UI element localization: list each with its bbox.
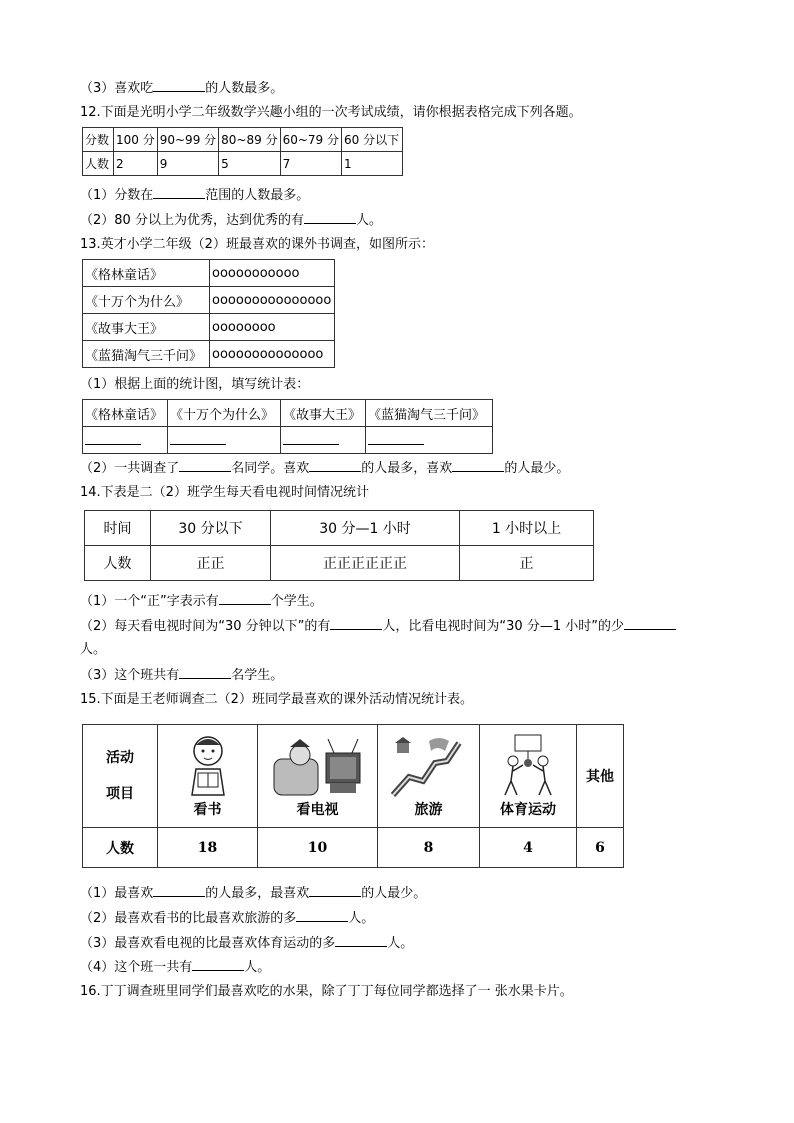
row-head: 活动 项目 [83, 725, 158, 828]
answer-blank[interactable] [179, 666, 231, 679]
table-header: 1 小时以上 [460, 511, 594, 546]
table-row [83, 260, 335, 287]
table-header: 《蓝猫淘气三千问》 [366, 400, 493, 427]
book-name: 《十万个为什么》 [83, 287, 210, 314]
book-name: 《格林童话》 [83, 260, 210, 287]
table-cell: 2 [114, 152, 158, 176]
activity-label: 体育运动 [500, 802, 556, 818]
activity-sports [480, 725, 577, 828]
table-row [83, 152, 403, 176]
activity-tv [258, 725, 378, 828]
answer-blank[interactable] [153, 186, 205, 199]
answer-blank[interactable] [624, 617, 676, 630]
table-cell: 6 [577, 828, 624, 868]
table-header: 《格林童话》 [83, 400, 168, 427]
great-wall-icon [389, 733, 469, 799]
answer-blank[interactable] [179, 459, 231, 472]
activity-reading [158, 725, 258, 828]
table-row [83, 287, 335, 314]
q15-stem: 15.下面是王老师调查二（2）班同学最喜欢的课外活动情况统计表。 [80, 692, 473, 707]
table-cell: 10 [258, 828, 378, 868]
table-row [85, 546, 594, 581]
table-row [83, 341, 335, 368]
table-cell: 4 [480, 828, 577, 868]
table-header: 分数 [83, 128, 114, 152]
tally-cell: 正正 [151, 546, 271, 581]
table-row [83, 314, 335, 341]
table-cell: 5 [219, 152, 280, 176]
q13-pictograph [82, 259, 335, 368]
table-header: 100 分 [114, 128, 158, 152]
table-header: 时间 [85, 511, 151, 546]
q12-stem: 12.下面是光明小学二年级数学兴趣小组的一次考试成绩，请你根据表格完成下列各题。 [80, 105, 582, 120]
q14-tv-table [84, 510, 594, 581]
q13-stem: 13.英才小学二年级（2）班最喜欢的课外书调查，如图所示： [80, 237, 434, 252]
answer-cell[interactable] [168, 427, 281, 454]
table-cell: 人数 [85, 546, 151, 581]
answer-cell[interactable] [366, 427, 493, 454]
answer-blank[interactable] [153, 79, 205, 92]
child-reading-icon [178, 733, 238, 799]
table-row [83, 725, 624, 828]
tally-marks: ooooooooooooooo [210, 287, 335, 314]
answer-blank[interactable] [452, 459, 504, 472]
answer-blank[interactable] [153, 884, 205, 897]
q16-stem: 16.丁丁调查班里同学们最喜欢吃的水果，除了丁丁每位同学都选择了一 张水果卡片。 [80, 984, 573, 999]
table-header: 30 分—1 小时 [271, 511, 460, 546]
tally-cell: 正 [460, 546, 594, 581]
table-row [83, 400, 493, 427]
book-name: 《蓝猫淘气三千问》 [83, 341, 210, 368]
table-cell: 1 [342, 152, 403, 176]
answer-blank[interactable] [192, 958, 244, 971]
answer-blank[interactable] [335, 934, 387, 947]
tally-cell: 正正正正正正 [271, 546, 460, 581]
table-cell: 9 [157, 152, 218, 176]
q14-sub2-cont: 人。 [80, 642, 107, 657]
answer-blank[interactable] [309, 884, 361, 897]
q12-sub1: （1）分数在 范围的人数最多。 [80, 188, 310, 203]
activity-travel [378, 725, 480, 828]
answer-blank[interactable] [309, 459, 361, 472]
q15-sub3: （3）最喜欢看电视的比最喜欢体育运动的多 人。 [80, 936, 414, 951]
q14-sub2: （2）每天看电视时间为“30 分钟以下”的有 人，比看电视时间为“30 分—1 小时”的少 [80, 617, 676, 636]
table-row [85, 511, 594, 546]
table-header: 《十万个为什么》 [168, 400, 281, 427]
q13-sub1: （1）根据上面的统计图，填写统计表： [80, 377, 310, 392]
q12-score-table [82, 127, 403, 176]
table-cell: 人数 [83, 828, 158, 868]
table-row [83, 128, 403, 152]
tally-marks: ooooooooooo [210, 260, 335, 287]
activity-label: 看电视 [296, 802, 339, 818]
table-header: 90~99 分 [157, 128, 218, 152]
q15-sub2: （2）最喜欢看书的比最喜欢旅游的多 人。 [80, 911, 375, 926]
table-header: 《故事大王》 [281, 400, 366, 427]
answer-blank[interactable] [296, 909, 348, 922]
q14-sub1: （1）一个“正”字表示有 个学生。 [80, 594, 323, 609]
child-watching-tv-icon [268, 733, 368, 799]
table-header: 60~79 分 [280, 128, 341, 152]
table-row [83, 828, 624, 868]
q13-fill-table [82, 399, 493, 454]
activity-other: 其他 [577, 725, 624, 828]
table-header: 80~89 分 [219, 128, 280, 152]
answer-blank[interactable] [304, 211, 356, 224]
q14-stem: 14.下表是二（2）班学生每天看电视时间情况统计 [80, 485, 369, 500]
table-cell: 人数 [83, 152, 114, 176]
table-header: 60 分以下 [342, 128, 403, 152]
tally-marks: oooooooo [210, 314, 335, 341]
tally-marks: oooooooooooooo [210, 341, 335, 368]
q11-line3: （3）喜欢吃 的人数最多。 [80, 81, 284, 96]
q13-sub2: （2）一共调查了 名同学。喜欢 的人最多，喜欢 的人最少。 [80, 461, 570, 476]
q15-activity-table [82, 724, 624, 868]
book-name: 《故事大王》 [83, 314, 210, 341]
answer-cell[interactable] [281, 427, 366, 454]
table-row [83, 427, 493, 454]
table-cell: 7 [280, 152, 341, 176]
q15-sub4: （4）这个班一共有 人。 [80, 960, 271, 975]
q12-sub2: （2）80 分以上为优秀，达到优秀的有 人。 [80, 213, 382, 228]
q15-sub1: （1）最喜欢 的人最多，最喜欢 的人最少。 [80, 886, 427, 901]
table-cell: 18 [158, 828, 258, 868]
activity-label: 看书 [193, 802, 222, 818]
activity-label: 旅游 [414, 802, 443, 818]
q14-sub3: （3）这个班共有 名学生。 [80, 668, 284, 683]
table-header: 30 分以下 [151, 511, 271, 546]
answer-blank[interactable] [219, 592, 271, 605]
table-cell: 8 [378, 828, 480, 868]
answer-blank[interactable] [330, 617, 382, 630]
answer-cell[interactable] [83, 427, 168, 454]
basketball-players-icon [493, 733, 563, 799]
